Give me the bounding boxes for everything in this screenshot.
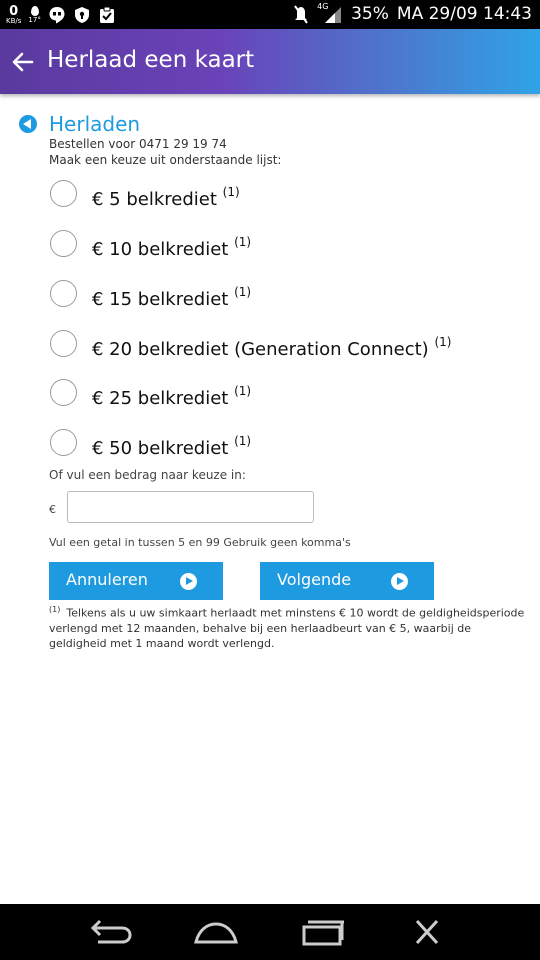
footnote-ref: (1)	[222, 184, 240, 199]
footnote-ref: (1)	[434, 334, 452, 349]
credit-option-label	[92, 383, 252, 409]
credit-option-10[interactable]	[50, 227, 520, 259]
radio-button[interactable]	[50, 280, 77, 307]
check-clipboard-icon	[98, 6, 116, 24]
amount-hint: Vul een getal in tussen 5 en 99 Gebruik geen komma's	[49, 536, 351, 549]
next-button-label: Volgende	[277, 570, 352, 589]
play-circle-icon	[180, 573, 197, 590]
cancel-button[interactable]	[49, 562, 223, 600]
play-circle-icon	[391, 573, 408, 590]
footnote-marker: (1)	[49, 605, 61, 614]
credit-option-text: € 25 belkrediet	[92, 387, 229, 409]
credit-option-label	[92, 433, 252, 459]
footnote-text: Telkens als u uw simkaart herlaadt met minstens € 10 wordt de geldigheidsperiode verlengd met 12 maanden, behalve bij een herlaadbeurt van € 5, waarbij de geldigheid met 1 maand wordt verlengd.	[49, 606, 525, 650]
radio-button[interactable]	[50, 330, 77, 357]
section-title: Herladen	[49, 112, 141, 136]
radio-button[interactable]	[50, 180, 77, 207]
custom-amount-label: Of vul een bedrag naar keuze in:	[49, 468, 246, 482]
network-speed	[6, 5, 21, 25]
network-speed-value: 0	[9, 4, 19, 19]
battery-level: 35%	[351, 4, 389, 24]
radio-button[interactable]	[50, 379, 77, 406]
home-nav-icon[interactable]	[193, 916, 239, 948]
shield-icon	[73, 6, 91, 24]
page-title: Herlaad een kaart	[47, 47, 255, 73]
mute-icon	[293, 4, 309, 24]
footnote-ref: (1)	[234, 234, 252, 249]
collapse-arrow-icon[interactable]	[19, 115, 37, 133]
credit-option-15[interactable]	[50, 277, 520, 309]
credit-option-20[interactable]	[50, 327, 520, 359]
main-content	[0, 94, 540, 904]
close-nav-icon[interactable]	[404, 916, 450, 948]
credit-option-label	[92, 234, 252, 260]
signal-icon	[317, 4, 343, 24]
credit-option-25[interactable]	[50, 376, 520, 408]
recents-nav-icon[interactable]	[300, 916, 346, 948]
credit-option-label	[92, 184, 240, 210]
network-speed-unit: KB/s	[6, 17, 22, 25]
download-drop-icon	[31, 6, 39, 16]
credit-option-text: € 15 belkrediet	[92, 288, 229, 310]
radio-button[interactable]	[50, 230, 77, 257]
credit-option-50[interactable]	[50, 426, 520, 458]
credit-option-label	[92, 284, 252, 310]
currency-symbol: €	[49, 503, 56, 516]
choose-instruction: Maak een keuze uit onderstaande lijst:	[49, 153, 282, 167]
section-header[interactable]	[19, 112, 140, 136]
footnote-ref: (1)	[234, 433, 252, 448]
hangouts-icon	[48, 6, 66, 24]
network-type: 4G	[317, 2, 329, 11]
cancel-button-label: Annuleren	[66, 570, 148, 589]
footnote-ref: (1)	[234, 284, 252, 299]
date-time: MA 29/09 14:43	[396, 4, 532, 24]
arrow-back-icon[interactable]	[10, 49, 36, 75]
radio-button[interactable]	[50, 429, 77, 456]
order-for-text: Bestellen voor 0471 29 19 74	[49, 137, 227, 151]
credit-option-text: € 50 belkrediet	[92, 437, 229, 459]
navigation-bar	[0, 904, 540, 960]
footnote-ref: (1)	[234, 383, 252, 398]
credit-option-5[interactable]	[50, 177, 520, 209]
footnote	[49, 602, 529, 651]
app-bar	[0, 29, 540, 94]
credit-option-label	[92, 334, 452, 360]
credit-option-text: € 10 belkrediet	[92, 238, 229, 260]
credit-option-text: € 5 belkrediet	[92, 188, 217, 210]
credit-option-text: € 20 belkrediet (Generation Connect)	[92, 338, 429, 360]
next-button[interactable]	[260, 562, 434, 600]
custom-amount-input[interactable]	[67, 491, 314, 523]
back-nav-icon[interactable]	[88, 916, 134, 948]
temperature-value: 17°	[28, 16, 41, 24]
status-bar	[0, 0, 540, 29]
temperature	[28, 6, 40, 24]
